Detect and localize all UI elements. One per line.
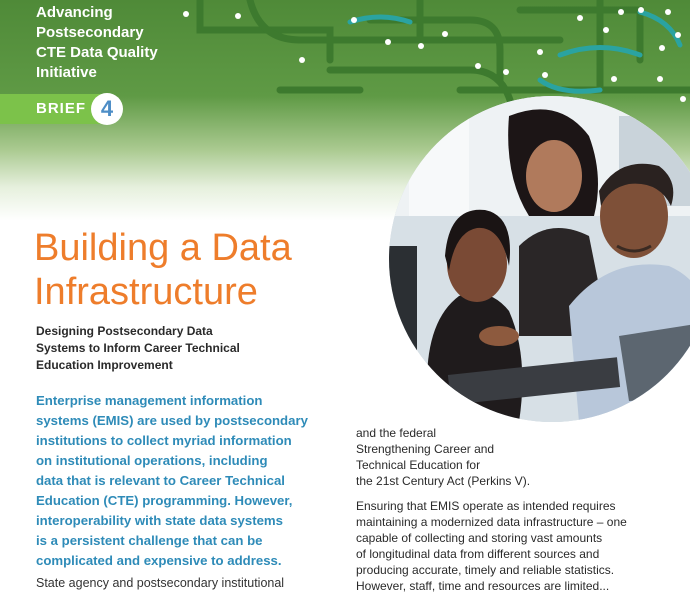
series-title-line: Postsecondary: [36, 24, 144, 41]
lead-line: on institutional operations, including: [36, 453, 268, 468]
page-subtitle: [36, 323, 276, 374]
brief-number-badge: 4: [91, 93, 123, 125]
lead-line: interoperability with state data systems: [36, 513, 283, 528]
series-title-line: Advancing: [36, 4, 113, 21]
series-title: [36, 3, 216, 83]
series-title-line: CTE Data Quality: [36, 44, 158, 61]
body-line: and the federal: [356, 426, 437, 440]
lead-paragraph: [36, 391, 318, 571]
body-line: Ensuring that EMIS operate as intended requires: [356, 499, 616, 513]
lead-line: systems (EMIS) are used by postsecondary: [36, 413, 308, 428]
series-title-line: Initiative: [36, 64, 97, 81]
body-line: producing accurate, timely and reliable statistics.: [356, 563, 615, 577]
body-line: However, staff, time and resources are limited...: [356, 579, 610, 593]
page-title-line: Infrastructure: [34, 271, 258, 313]
body-line: Strengthening Career and: [356, 442, 495, 456]
brief-label: BRIEF: [36, 100, 86, 117]
body-paragraph-2: [356, 498, 676, 594]
body-paragraph-1: [356, 425, 676, 489]
lead-line: institutions to collect myriad information: [36, 433, 292, 448]
team-at-computer-photo: [389, 96, 690, 422]
subtitle-line: Designing Postsecondary Data: [36, 324, 213, 338]
body-line: Technical Education for: [356, 458, 481, 472]
lead-line: is a persistent challenge that can be: [36, 533, 263, 548]
subtitle-line: Education Improvement: [36, 358, 173, 372]
body-line: the 21st Century Act (Perkins V).: [356, 474, 531, 488]
page-title-line: Building a Data: [34, 227, 292, 269]
body-line: maintaining a modernized data infrastructure – one: [356, 515, 627, 529]
subtitle-line: Systems to Inform Career Technical: [36, 341, 240, 355]
page-title: [34, 226, 374, 314]
lead-line: Education (CTE) programming. However,: [36, 493, 293, 508]
lead-line: data that is relevant to Career Technical: [36, 473, 285, 488]
lead-line: Enterprise management information: [36, 393, 263, 408]
body-line: of longitudinal data from different sources and: [356, 547, 600, 561]
body-text-column-1: State agency and postsecondary institutional: [36, 576, 285, 590]
body-line: capable of collecting and storing vast amounts: [356, 531, 603, 545]
lead-line: complicated and expensive to address.: [36, 553, 282, 568]
